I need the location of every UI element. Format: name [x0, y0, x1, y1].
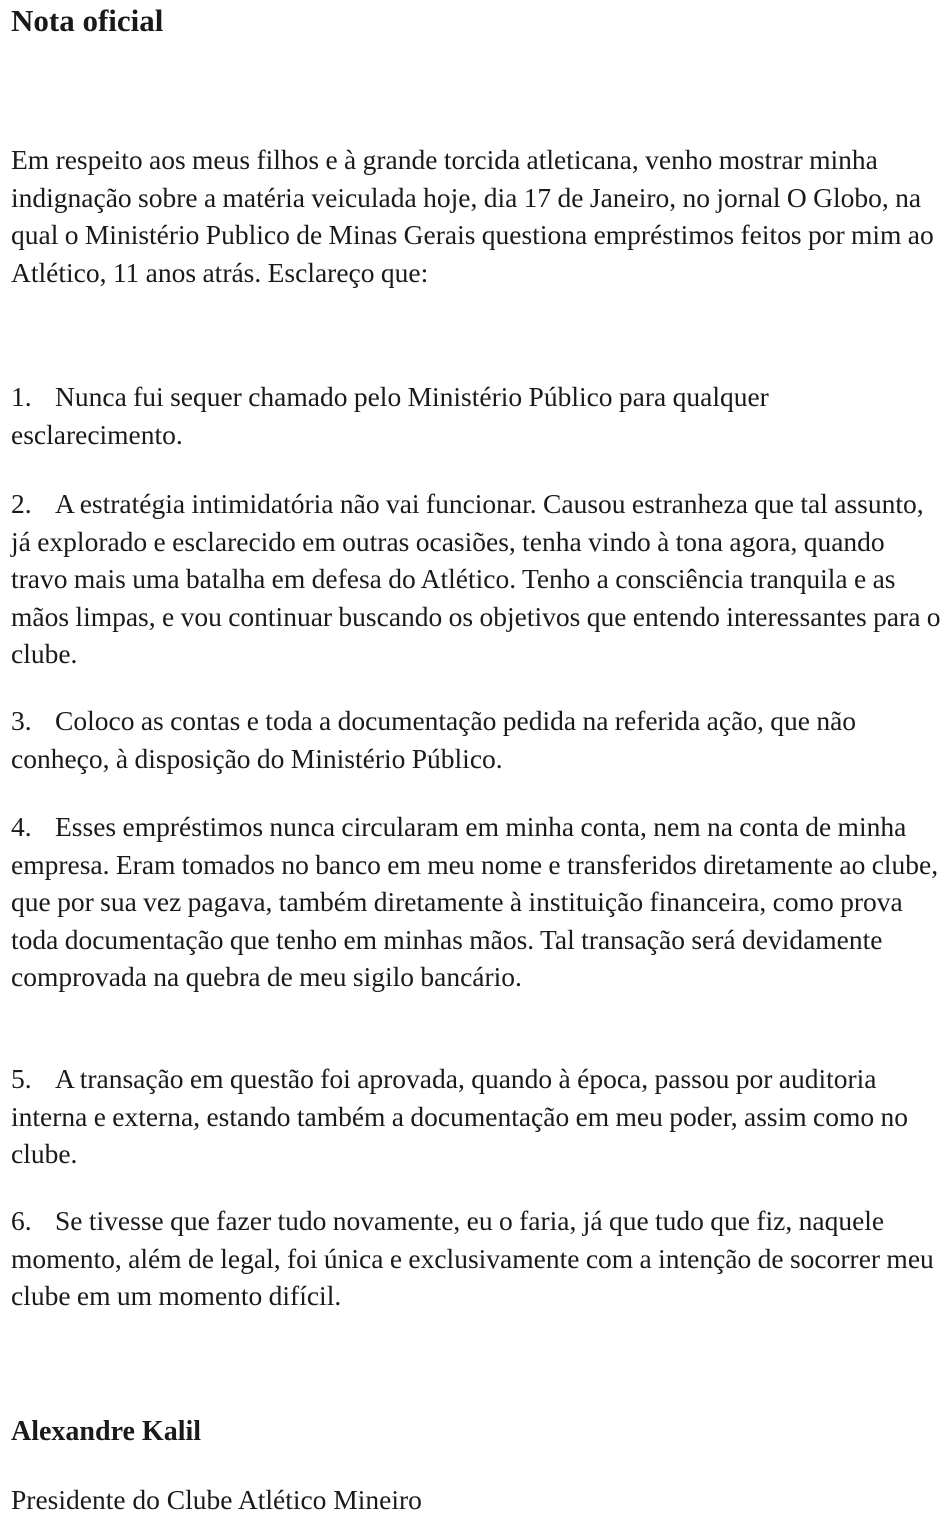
item-text: Nunca fui sequer chamado pelo Ministério Público para qualquer esclarecimento.	[11, 381, 769, 450]
document-title: Nota oficial	[11, 3, 164, 38]
item-text: A transação em questão foi aprovada, quando à época, passou por auditoria interna e externa, estando também a documentação em meu poder, assim como no clube.	[11, 1063, 909, 1169]
signature-role: Presidente do Clube Atlético Mineiro	[11, 1484, 422, 1515]
item-number: 3.	[11, 705, 32, 736]
intro-paragraph: Em respeito aos meus filhos e à grande torcida atleticana, venho mostrar minha indignação sobre a matéria veiculada hoje, dia 17 de Janeiro, no jornal O Globo, na qual o Ministério Publico de Minas Gerais questiona empréstimos feitos por mim ao Atlético, 11 anos atrás. Esclareço que:	[11, 144, 934, 288]
list-item	[11, 378, 946, 453]
item-number: 5.	[11, 1063, 32, 1094]
item-number: 2.	[11, 488, 32, 519]
list-item	[11, 1202, 946, 1315]
item-number: 6.	[11, 1205, 32, 1236]
signature-name: Alexandre Kalil	[11, 1416, 202, 1447]
item-text: Esses empréstimos nunca circularam em minha conta, nem na conta de minha empresa. Eram tomados no banco em meu nome e transferidos diretamente ao clube, que por sua vez pagava, também diretamente à instituição financeira, como prova toda documentação que tenho em minhas mãos. Tal transação será devidamente comprovada na quebra de meu sigilo bancário.	[11, 811, 939, 992]
item-number: 4.	[11, 811, 32, 842]
list-item	[11, 808, 946, 996]
item-number: 1.	[11, 381, 32, 412]
list-item	[11, 1060, 946, 1173]
item-text: Se tivesse que fazer tudo novamente, eu o faria, já que tudo que fiz, naquele momento, além de legal, foi única e exclusivamente com a intenção de socorrer meu clube em um momento difícil.	[11, 1205, 934, 1311]
list-item	[11, 485, 946, 673]
item-text: Coloco as contas e toda a documentação pedida na referida ação, que não conheço, à disposição do Ministério Público.	[11, 705, 857, 774]
item-text: A estratégia intimidatória não vai funcionar. Causou estranheza que tal assunto, já explorado e esclarecido em outras ocasiões, tenha vindo à tona agora, quando travo mais uma batalha em defesa do Atlético. Tenho a consciência tranquila e as mãos limpas, e vou continuar buscando os objetivos que entendo interessantes para o clube.	[11, 488, 941, 669]
list-item	[11, 702, 946, 777]
